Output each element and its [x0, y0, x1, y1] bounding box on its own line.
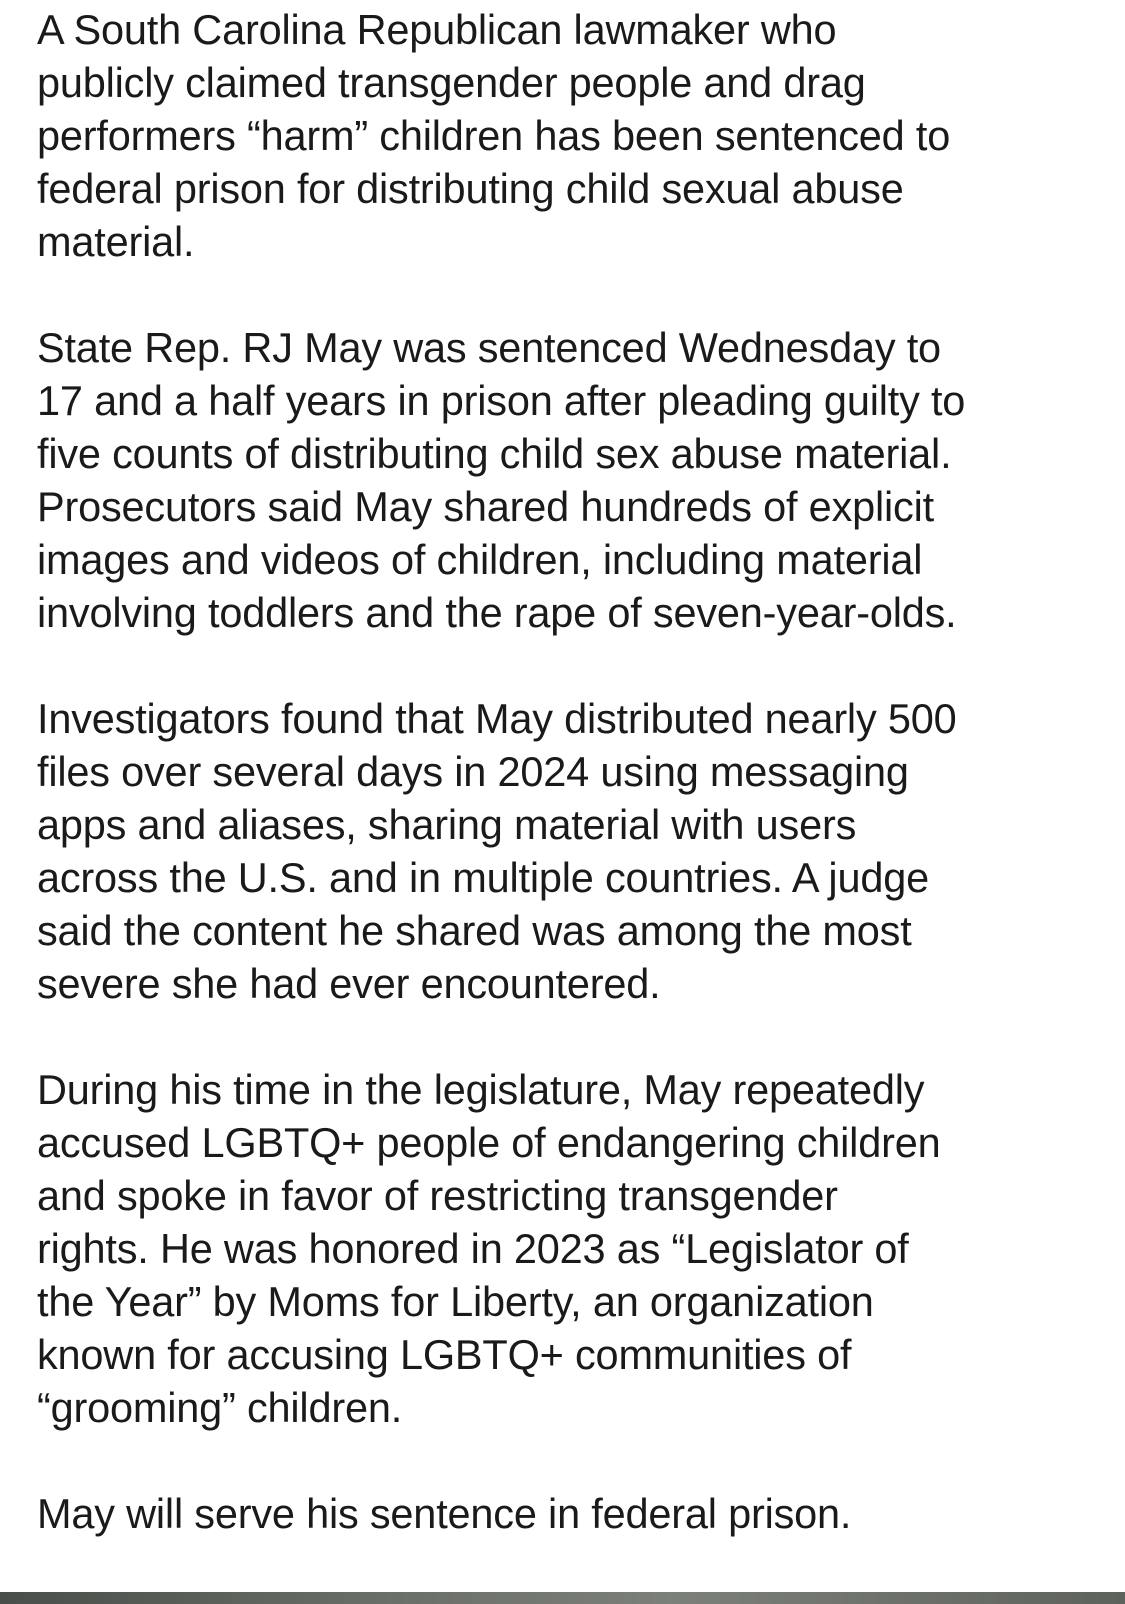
paragraph-spacer	[37, 268, 1122, 321]
text-line: May will serve his sentence in federal prison.	[37, 1490, 852, 1537]
next-post-image-edge[interactable]	[0, 1592, 1125, 1604]
text-line: publicly claimed transgender people and drag	[37, 59, 866, 106]
text-line: apps and aliases, sharing material with users	[37, 801, 857, 848]
text-line: A South Carolina Republican lawmaker who	[37, 6, 837, 53]
paragraph-spacer	[37, 1010, 1122, 1063]
paragraph-2	[37, 321, 1122, 639]
paragraph-4	[37, 1063, 1122, 1434]
text-line: Investigators found that May distributed nearly 500	[37, 695, 957, 742]
text-line: During his time in the legislature, May repeatedly	[37, 1066, 925, 1113]
text-line: severe she had ever encountered.	[37, 960, 661, 1007]
text-line: five counts of distributing child sex abuse material.	[37, 430, 952, 477]
text-line: and spoke in favor of restricting transgender	[37, 1172, 838, 1219]
text-line: across the U.S. and in multiple countries. A judge	[37, 854, 929, 901]
paragraph-spacer	[37, 639, 1122, 692]
post-body-text	[37, 0, 1122, 1540]
text-line: the Year” by Moms for Liberty, an organization	[37, 1278, 874, 1325]
text-line: State Rep. RJ May was sentenced Wednesday to	[37, 324, 941, 371]
text-line: files over several days in 2024 using messaging	[37, 748, 909, 795]
text-line: performers “harm” children has been sentenced to	[37, 112, 951, 159]
paragraph-1	[37, 3, 1122, 268]
text-line: rights. He was honored in 2023 as “Legislator of	[37, 1225, 909, 1272]
paragraph-spacer	[37, 1434, 1122, 1487]
text-line: accused LGBTQ+ people of endangering children	[37, 1119, 941, 1166]
text-line: material.	[37, 218, 195, 265]
text-line: federal prison for distributing child sexual abuse	[37, 165, 904, 212]
text-line: images and videos of children, including material	[37, 536, 923, 583]
text-line: Prosecutors said May shared hundreds of explicit	[37, 483, 934, 530]
paragraph-5	[37, 1487, 1122, 1540]
text-line: involving toddlers and the rape of seven-year-olds.	[37, 589, 957, 636]
text-line: known for accusing LGBTQ+ communities of	[37, 1331, 852, 1378]
text-line: said the content he shared was among the most	[37, 907, 912, 954]
paragraph-3	[37, 692, 1122, 1010]
text-line: 17 and a half years in prison after pleading guilty to	[37, 377, 966, 424]
text-line: “grooming” children.	[37, 1384, 403, 1431]
